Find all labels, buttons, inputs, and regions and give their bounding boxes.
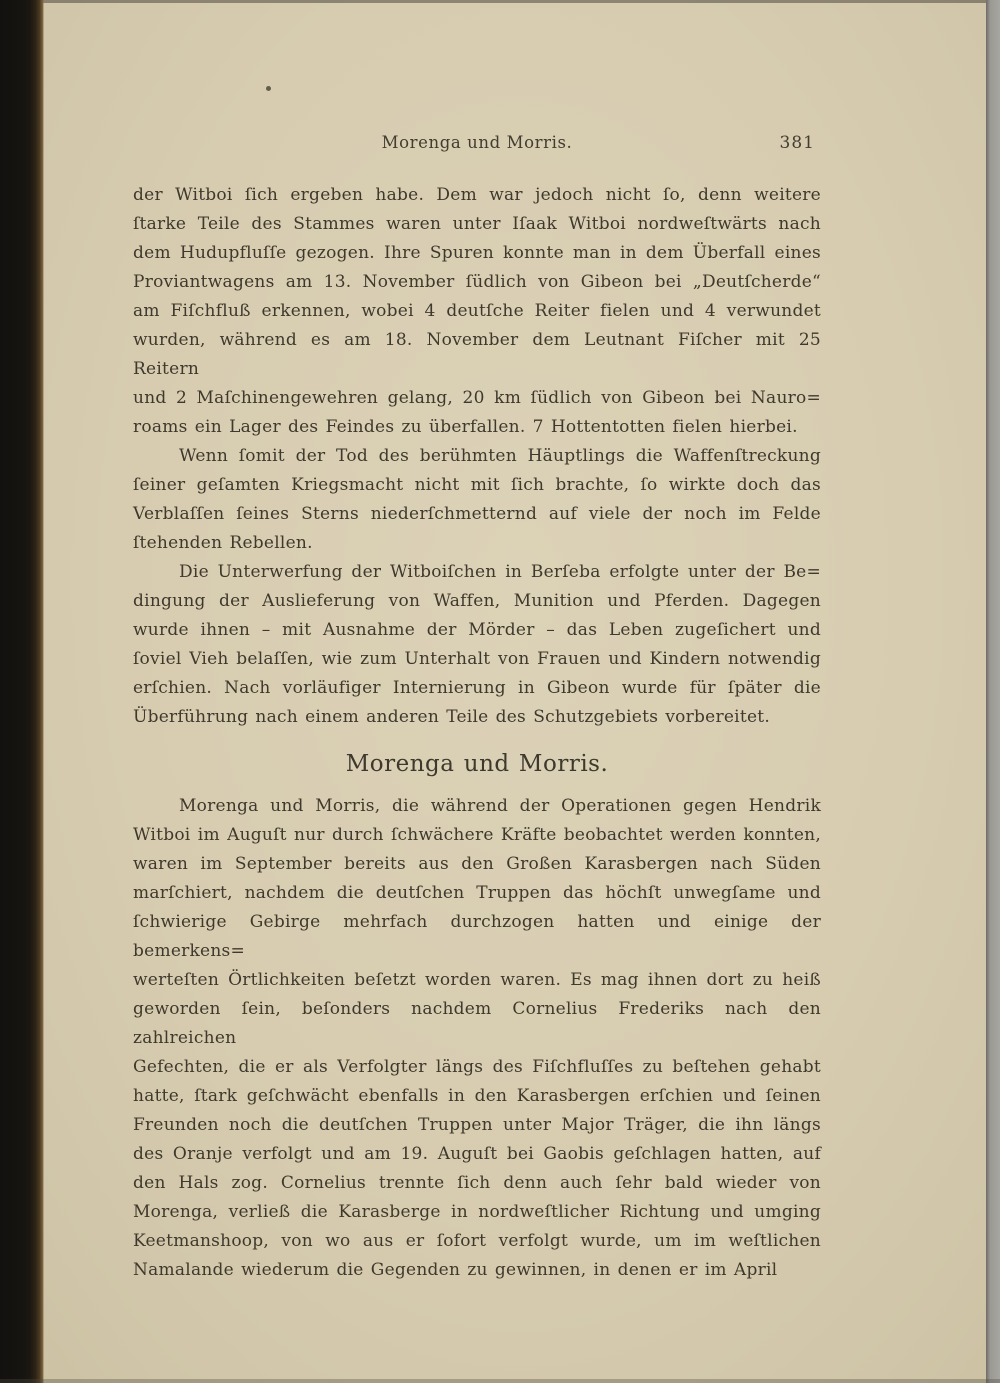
scan-speck xyxy=(266,86,271,91)
text-line: und 2 Maſchinengewehren gelang, 20 km ſüdlich von Gibeon bei Nauro= xyxy=(133,388,821,408)
text-line: ſoviel Vieh belaſſen, wie zum Unterhalt von Frauen und Kindern notwendig xyxy=(133,649,821,669)
text-line: geworden ſein, beſonders nachdem Cornelius Frederiks nach den zahlreichen xyxy=(133,999,821,1048)
text-line: ſtarke Teile des Stammes waren unter Iſaak Witboi nordweſtwärts nach xyxy=(133,214,821,234)
text-line: ſchwierige Gebirge mehrfach durchzogen hatten und einige der bemerkens= xyxy=(133,912,821,961)
text-line: dem Hudupfluſſe gezogen. Ihre Spuren konnte man in dem Überfall eines xyxy=(133,243,821,263)
section-heading: Morenga und Morris. xyxy=(345,751,609,777)
book-binding-edge xyxy=(0,0,44,1383)
text-line: werteſten Örtlichkeiten beſetzt worden waren. Es mag ihnen dort zu heiß xyxy=(133,970,821,990)
text-line: wurden, während es am 18. November dem Leutnant Fiſcher mit 25 Reitern xyxy=(133,330,821,379)
paragraph xyxy=(133,792,821,1285)
text-line: Proviantwagens am 13. November ſüdlich von Gibeon bei „Deutſcherde“ xyxy=(133,272,821,292)
text-line: der Witboi ſich ergeben habe. Dem war jedoch nicht ſo, denn weitere xyxy=(133,185,821,205)
page-top-shadow xyxy=(0,0,1000,3)
page-bottom-shadow xyxy=(0,1379,1000,1383)
page-right-edge xyxy=(986,0,1000,1383)
text-line: Morenga und Morris, die während der Operationen gegen Hendrik xyxy=(179,796,821,816)
text-line: roams ein Lager des Feindes zu überfallen. 7 Hottentotten fielen hierbei. xyxy=(133,417,798,437)
text-line: Namalande wiederum die Gegenden zu gewinnen, in denen er im April xyxy=(133,1260,778,1280)
page-number: 381 xyxy=(779,133,815,153)
text-line: marſchiert, nachdem die deutſchen Truppen das höchſt unwegſame und xyxy=(133,883,821,903)
text-line: dingung der Auslieferung von Waffen, Munition und Pferden. Dagegen xyxy=(133,591,821,611)
text-line: Wenn ſomit der Tod des berühmten Häuptlings die Waffenſtreckung xyxy=(179,446,821,466)
text-line: Verblaſſen ſeines Sterns niederſchmetternd auf viele der noch im Felde xyxy=(133,504,821,524)
text-line: Witboi im Auguſt nur durch ſchwächere Kräfte beobachtet werden konnten, xyxy=(133,825,821,845)
text-line: am Fiſchfluß erkennen, wobei 4 deutſche Reiter fielen und 4 verwundet xyxy=(133,301,821,321)
paragraph xyxy=(133,181,821,442)
text-line: Gefechten, die er als Verfolgter längs des Fiſchfluſſes zu beſtehen gehabt xyxy=(133,1057,821,1077)
body-text xyxy=(133,181,821,1285)
page-header xyxy=(133,133,821,157)
text-line: waren im September bereits aus den Großen Karasbergen nach Süden xyxy=(133,854,821,874)
text-line: ſtehenden Rebellen. xyxy=(133,533,313,553)
text-line: Die Unterwerfung der Witboiſchen in Berſeba erfolgte unter der Be= xyxy=(179,562,821,582)
text-line: Morenga, verließ die Karasberge in nordweſtlicher Richtung und umging xyxy=(133,1202,821,1222)
paragraph xyxy=(133,442,821,558)
text-line: erſchien. Nach vorläufiger Internierung in Gibeon wurde für ſpäter die xyxy=(133,678,821,698)
text-line: Freunden noch die deutſchen Truppen unter Major Träger, die ihn längs xyxy=(133,1115,821,1135)
text-line: wurde ihnen – mit Ausnahme der Mörder – das Leben zugeſichert und xyxy=(133,620,821,640)
text-line: hatte, ſtark geſchwächt ebenfalls in den Karasbergen erſchien und ſeinen xyxy=(133,1086,821,1106)
text-line: ſeiner geſamten Kriegsmacht nicht mit ſich brachte, ſo wirkte doch das xyxy=(133,475,821,495)
text-line: Überführung nach einem anderen Teile des Schutzgebiets vorbereitet. xyxy=(133,707,770,727)
running-title: Morenga und Morris. xyxy=(381,133,573,152)
text-line: den Hals zog. Cornelius trennte ſich denn auch ſehr bald wieder von xyxy=(133,1173,821,1193)
text-line: des Oranje verfolgt und am 19. Auguſt bei Gaobis geſchlagen hatten, auf xyxy=(133,1144,821,1164)
text-line: Keetmanshoop, von wo aus er ſofort verfolgt wurde, um im weſtlichen xyxy=(133,1231,821,1251)
paragraph xyxy=(133,558,821,732)
